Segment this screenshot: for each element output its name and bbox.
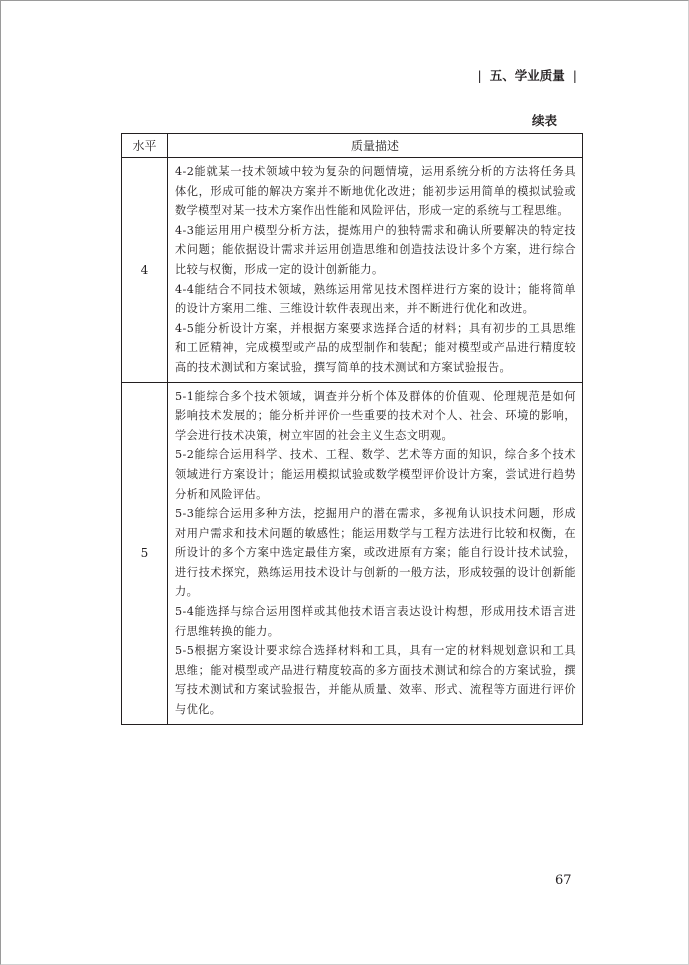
- quality-description-table: [121, 133, 583, 725]
- description-cell: [168, 158, 583, 383]
- quality-item-5-5: 5-5根据方案设计要求综合选择材料和工具，具有一定的材料规划意识和工具思维；能对模型或产品进行精度较高的多方面技术测试和综合的方案试验，撰写技术测试和方案试验报告，并能从质量、效率、形式、流程等方面进行评价与优化。: [175, 644, 576, 717]
- table-row-level-4: [122, 158, 583, 383]
- section-title: 五、学业质量: [489, 68, 565, 83]
- table-header-row: [122, 134, 583, 158]
- running-header: [470, 66, 585, 84]
- column-header-description: 质量描述: [168, 134, 583, 158]
- quality-item-5-3: 5-3能综合运用多种方法，挖掘用户的潜在需求，多视角认识技术问题，形成对用户需求和技术问题的敏感性；能运用数学与工程方法进行比较和权衡，在所设计的多个方案中选定最佳方案，或改进原有方案；能自行设计技术试验，进行技术探究，熟练运用技术设计与创新的一般方法，形成较强的设计创新能力。: [175, 507, 576, 599]
- page-number: 67: [555, 873, 572, 888]
- quality-item-4-5: 4-5能分析设计方案，并根据方案要求选择合适的材料；具有初步的工具思维和工匠精神，完成模型或产品的成型制作和装配；能对模型或产品进行精度较高的技术测试和方案试验，撰写简单的技术测试和方案试验报告。: [175, 321, 576, 374]
- table-row-level-5: [122, 382, 583, 724]
- quality-item-5-4: 5-4能选择与综合运用图样或其他技术语言表达设计构想，形成用技术语言进行思维转换的能力。: [175, 605, 576, 638]
- continued-label: 续表: [532, 113, 558, 128]
- level-cell: 4: [122, 158, 168, 383]
- column-header-level: 水平: [122, 134, 168, 158]
- quality-item-4-4: 4-4能结合不同技术领域，熟练运用常见技术图样进行方案的设计；能将简单的设计方案用二维、三维设计软件表现出来，并不断进行优化和改进。: [175, 282, 576, 316]
- quality-item-5-1: 5-1能综合多个技术领域，调查并分析个体及群体的价值观、伦理规范是如何影响技术发展的；能分析并评价一些重要的技术对个人、社会、环境的影响，学会进行技术决策，树立牢固的社会主义生态文明观。: [175, 389, 576, 442]
- description-cell: [168, 382, 583, 724]
- header-bar-right: |: [572, 68, 577, 83]
- level-cell: 5: [122, 382, 168, 724]
- quality-item-5-2: 5-2能综合运用科学、技术、工程、数学、艺术等方面的知识，综合多个技术领域进行方案设计；能运用模拟试验或数学模型评价设计方案，尝试进行趋势分析和风险评估。: [175, 448, 576, 501]
- header-bar-left: |: [477, 68, 482, 83]
- quality-item-4-2: 4-2能就某一技术领域中较为复杂的问题情境，运用系统分析的方法将任务具体化，形成可能的解决方案并不断地优化改进；能初步运用简单的模拟试验或数学模型对某一技术方案作出性能和风险评估，形成一定的系统与工程思维。: [175, 165, 576, 218]
- quality-item-4-3: 4-3能运用用户模型分析方法，提炼用户的独特需求和确认所要解决的特定技术问题；能依据设计需求并运用创造思维和创造技法设计多个方案，进行综合比较与权衡，形成一定的设计创新能力。: [175, 223, 576, 276]
